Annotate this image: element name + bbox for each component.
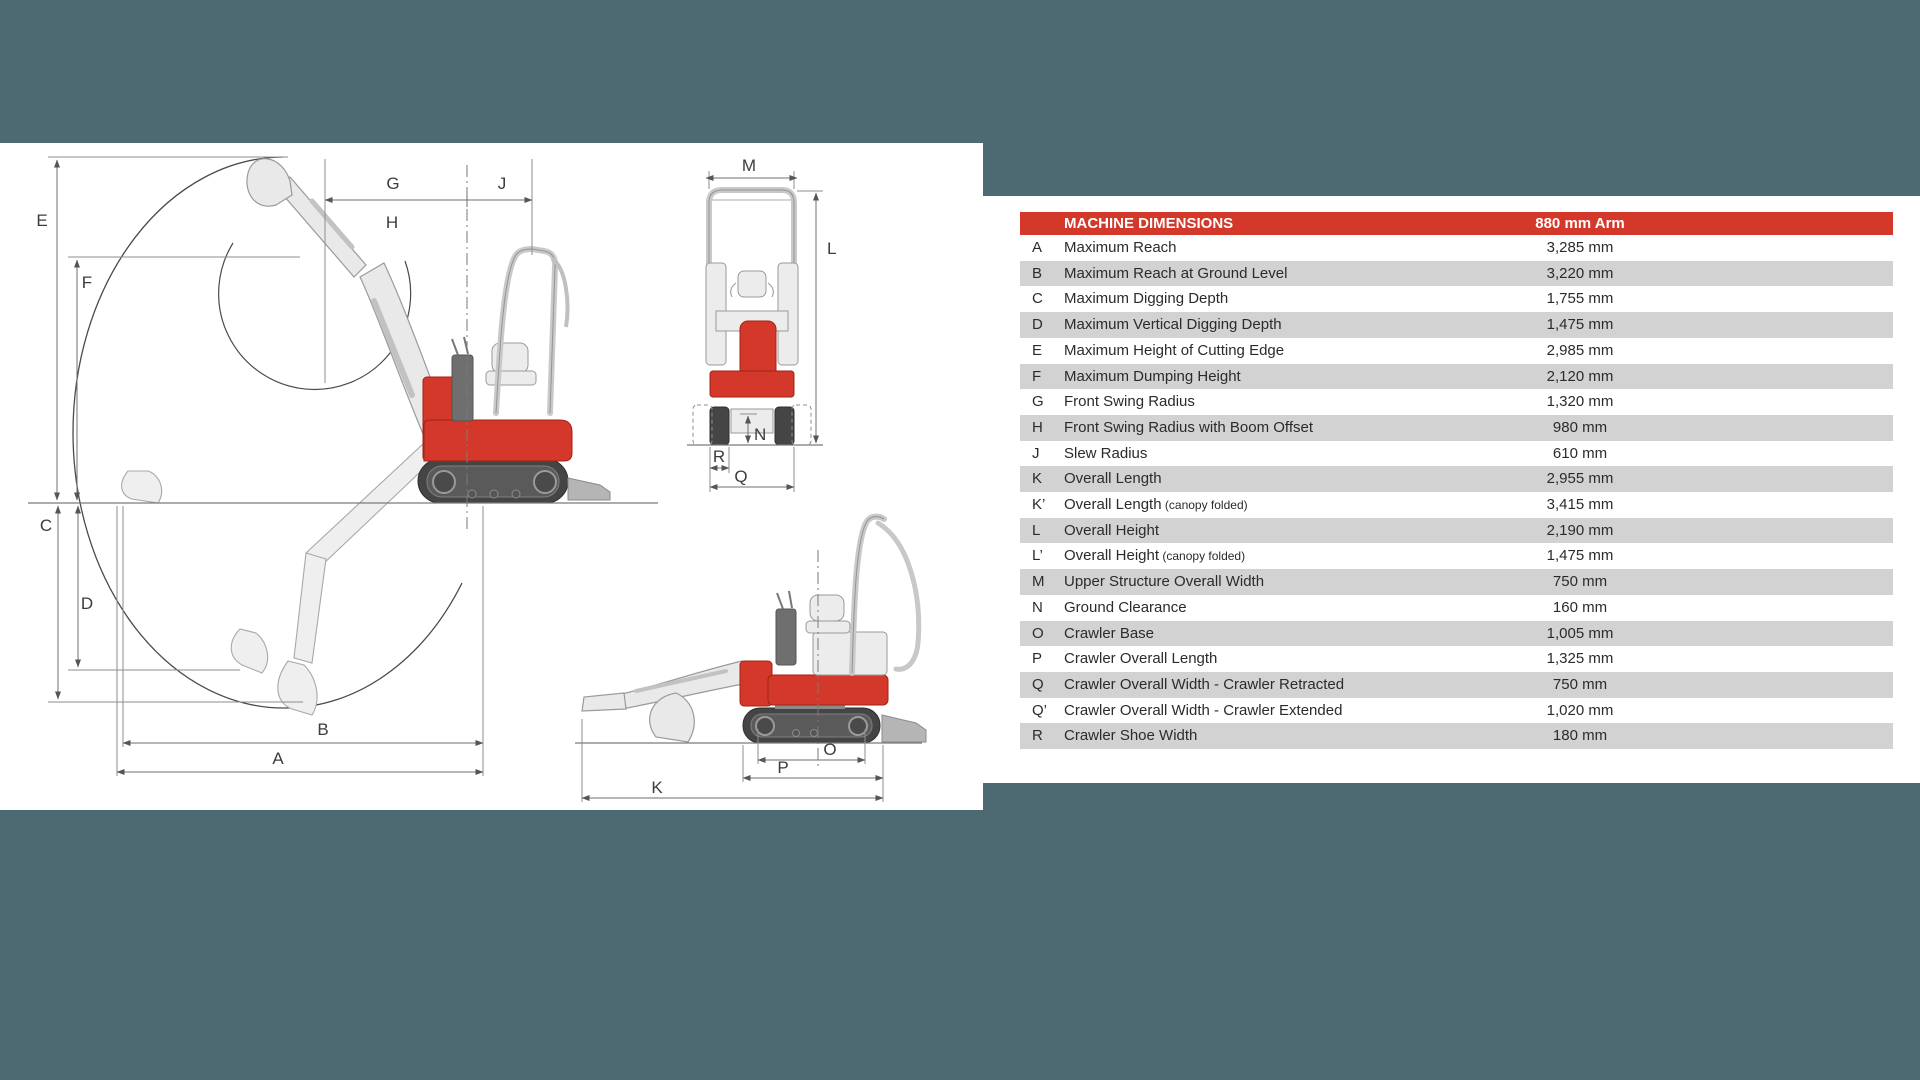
row-label: Crawler Overall Width - Crawler Retracted bbox=[1064, 675, 1345, 693]
dim-label-R: R bbox=[712, 447, 726, 466]
row-value: 160 mm bbox=[1552, 598, 1608, 616]
roller bbox=[468, 490, 476, 498]
table-row bbox=[1020, 518, 1893, 544]
row-value: 1,755 mm bbox=[1546, 290, 1614, 308]
table-row bbox=[1020, 698, 1893, 724]
row-letter: B bbox=[1032, 264, 1043, 282]
roller bbox=[512, 490, 520, 498]
transport-arm bbox=[582, 693, 626, 711]
dim-label-F: F bbox=[81, 273, 93, 292]
row-letter: A bbox=[1032, 239, 1043, 256]
row-letter: N bbox=[1032, 598, 1043, 616]
row-label: Overall Height bbox=[1064, 547, 1160, 565]
row-letter: O bbox=[1032, 624, 1044, 642]
side-view-working-range bbox=[28, 157, 658, 776]
ghost-bucket-depth bbox=[278, 661, 317, 715]
dim-label-E: E bbox=[36, 211, 48, 230]
transport-roller bbox=[793, 730, 800, 737]
front-armrest-right bbox=[768, 283, 773, 297]
drawing-page bbox=[0, 143, 983, 810]
row-label: Crawler Overall Width - Crawler Extended bbox=[1064, 701, 1343, 719]
table-row bbox=[1020, 723, 1893, 749]
transport-roller bbox=[811, 730, 818, 737]
row-letter: J bbox=[1032, 444, 1040, 462]
transport-seat-base bbox=[806, 621, 850, 633]
row-letter: E bbox=[1032, 341, 1043, 359]
dimensions-table bbox=[1020, 212, 1893, 749]
table-row bbox=[1020, 415, 1893, 441]
sprocket-front bbox=[433, 471, 455, 493]
dim-label-C: C bbox=[39, 516, 53, 535]
row-value: 2,955 mm bbox=[1546, 470, 1614, 488]
front-view bbox=[687, 156, 836, 492]
front-track-right-extended bbox=[792, 405, 811, 445]
row-value: 1,475 mm bbox=[1546, 316, 1614, 334]
transport-boom-mount bbox=[740, 661, 772, 706]
control-console bbox=[452, 355, 473, 421]
dim-label-K: K bbox=[651, 778, 663, 797]
transport-blade bbox=[882, 715, 926, 742]
row-label: Front Swing Radius bbox=[1064, 393, 1195, 411]
row-letter: G bbox=[1032, 393, 1044, 411]
row-letter: C bbox=[1032, 290, 1043, 308]
seat-base bbox=[486, 371, 536, 385]
arm-column-header: 880 mm Arm bbox=[1535, 215, 1625, 232]
row-value: 1,475 mm bbox=[1546, 547, 1614, 565]
table-title: MACHINE DIMENSIONS bbox=[1064, 215, 1234, 232]
table-row bbox=[1020, 466, 1893, 492]
ghost-bucket-mid bbox=[231, 629, 267, 673]
row-label: Maximum Height of Cutting Edge bbox=[1064, 341, 1285, 359]
table-row bbox=[1020, 364, 1893, 390]
row-value: 610 mm bbox=[1552, 444, 1608, 462]
transport-house bbox=[768, 675, 888, 705]
row-letter: H bbox=[1032, 418, 1043, 436]
bucket bbox=[247, 159, 292, 206]
dim-label-D: D bbox=[80, 594, 94, 613]
row-letter: L’ bbox=[1032, 547, 1043, 565]
row-letter: F bbox=[1032, 367, 1042, 385]
row-letter: K’ bbox=[1032, 496, 1046, 514]
dim-label-L: L bbox=[827, 239, 837, 258]
row-label: Overall Height bbox=[1064, 521, 1160, 539]
dim-label-O: O bbox=[823, 740, 837, 759]
dim-label-B: B bbox=[317, 720, 329, 739]
dozer-blade bbox=[568, 478, 610, 500]
row-label: Maximum Reach at Ground Level bbox=[1064, 264, 1288, 282]
table-row bbox=[1020, 286, 1893, 312]
front-track-right bbox=[775, 407, 794, 445]
control-lever bbox=[452, 339, 458, 355]
row-value: 750 mm bbox=[1552, 675, 1608, 693]
front-undercarriage bbox=[731, 409, 773, 433]
table-page bbox=[983, 196, 1920, 783]
table-row bbox=[1020, 621, 1893, 647]
excavator-drawing bbox=[0, 143, 983, 810]
row-letter: P bbox=[1032, 650, 1043, 668]
ghost-arm-down bbox=[294, 553, 326, 663]
dim-label-P: P bbox=[777, 758, 789, 777]
front-armrest-left bbox=[731, 283, 736, 297]
dim-label-H: H bbox=[385, 213, 399, 232]
row-value: 1,005 mm bbox=[1546, 624, 1614, 642]
row-value: 980 mm bbox=[1552, 418, 1608, 436]
transport-console bbox=[776, 609, 796, 665]
row-value: 2,985 mm bbox=[1546, 341, 1614, 359]
transport-seat-back bbox=[810, 595, 844, 621]
table-row bbox=[1020, 492, 1893, 518]
roller bbox=[490, 490, 498, 498]
row-label: Front Swing Radius with Boom Offset bbox=[1064, 418, 1313, 436]
table-row bbox=[1020, 646, 1893, 672]
row-letter: Q’ bbox=[1032, 701, 1047, 719]
front-seat bbox=[738, 271, 766, 297]
row-value: 3,415 mm bbox=[1546, 496, 1614, 514]
row-value: 3,285 mm bbox=[1546, 239, 1614, 256]
dim-label-Q: Q bbox=[734, 467, 748, 486]
row-value: 1,320 mm bbox=[1546, 393, 1614, 411]
row-value: 2,120 mm bbox=[1546, 367, 1614, 385]
row-letter: K bbox=[1032, 470, 1043, 488]
transport-sprocket-front bbox=[756, 717, 774, 735]
row-label: Slew Radius bbox=[1064, 444, 1148, 462]
sprocket-rear bbox=[534, 471, 556, 493]
dim-label-N: N bbox=[754, 425, 767, 444]
row-label: Crawler Base bbox=[1064, 624, 1155, 642]
table-row bbox=[1020, 543, 1893, 569]
ghost-boom-down bbox=[306, 443, 438, 567]
row-note: (canopy folded) bbox=[1161, 498, 1248, 513]
row-label: Upper Structure Overall Width bbox=[1064, 573, 1265, 591]
row-value: 3,220 mm bbox=[1546, 264, 1614, 282]
row-letter: M bbox=[1032, 573, 1045, 591]
table-row bbox=[1020, 389, 1893, 415]
dim-label-M: M bbox=[741, 156, 757, 175]
row-value: 1,020 mm bbox=[1546, 701, 1614, 719]
row-label: Crawler Overall Length bbox=[1064, 650, 1218, 668]
row-label: Overall Length bbox=[1064, 470, 1162, 488]
row-label: Maximum Reach bbox=[1064, 239, 1177, 256]
row-label: Ground Clearance bbox=[1064, 598, 1187, 616]
row-letter: R bbox=[1032, 727, 1043, 745]
canopy-rollbar bbox=[496, 249, 555, 413]
row-value: 750 mm bbox=[1552, 573, 1608, 591]
transport-lever bbox=[789, 591, 792, 608]
transport-lever bbox=[777, 593, 783, 609]
row-value: 2,190 mm bbox=[1546, 521, 1614, 539]
transport-sprocket-rear bbox=[849, 717, 867, 735]
dim-label-A: A bbox=[272, 749, 284, 768]
house-body bbox=[424, 420, 572, 461]
ghost-bucket-ground bbox=[122, 471, 162, 503]
front-track-left bbox=[710, 407, 729, 445]
dimensions-table-rows bbox=[1020, 235, 1893, 749]
row-letter: D bbox=[1032, 316, 1043, 334]
table-row bbox=[1020, 441, 1893, 467]
table-row bbox=[1020, 595, 1893, 621]
table-row bbox=[1020, 312, 1893, 338]
table-row bbox=[1020, 569, 1893, 595]
row-value: 180 mm bbox=[1552, 727, 1608, 745]
front-track-left-extended bbox=[693, 405, 712, 445]
front-red-band bbox=[710, 371, 794, 397]
row-letter: Q bbox=[1032, 675, 1044, 693]
dim-label-G: G bbox=[386, 174, 400, 193]
dig-envelope-arc bbox=[73, 157, 462, 708]
row-label: Maximum Vertical Digging Depth bbox=[1064, 316, 1282, 334]
row-label: Crawler Shoe Width bbox=[1064, 727, 1198, 745]
row-note: (canopy folded) bbox=[1159, 549, 1246, 564]
table-row bbox=[1020, 672, 1893, 698]
table-header bbox=[1020, 212, 1893, 235]
row-label: Maximum Dumping Height bbox=[1064, 367, 1241, 385]
table-row bbox=[1020, 261, 1893, 287]
table-row bbox=[1020, 338, 1893, 364]
canopy-rollbar-line bbox=[496, 249, 555, 413]
table-row bbox=[1020, 235, 1893, 261]
dim-label-J: J bbox=[497, 174, 507, 193]
row-letter: L bbox=[1032, 521, 1041, 539]
transport-view bbox=[575, 517, 926, 802]
row-label: Overall Length bbox=[1064, 496, 1162, 514]
row-value: 1,325 mm bbox=[1546, 650, 1614, 668]
row-label: Maximum Digging Depth bbox=[1064, 290, 1229, 308]
